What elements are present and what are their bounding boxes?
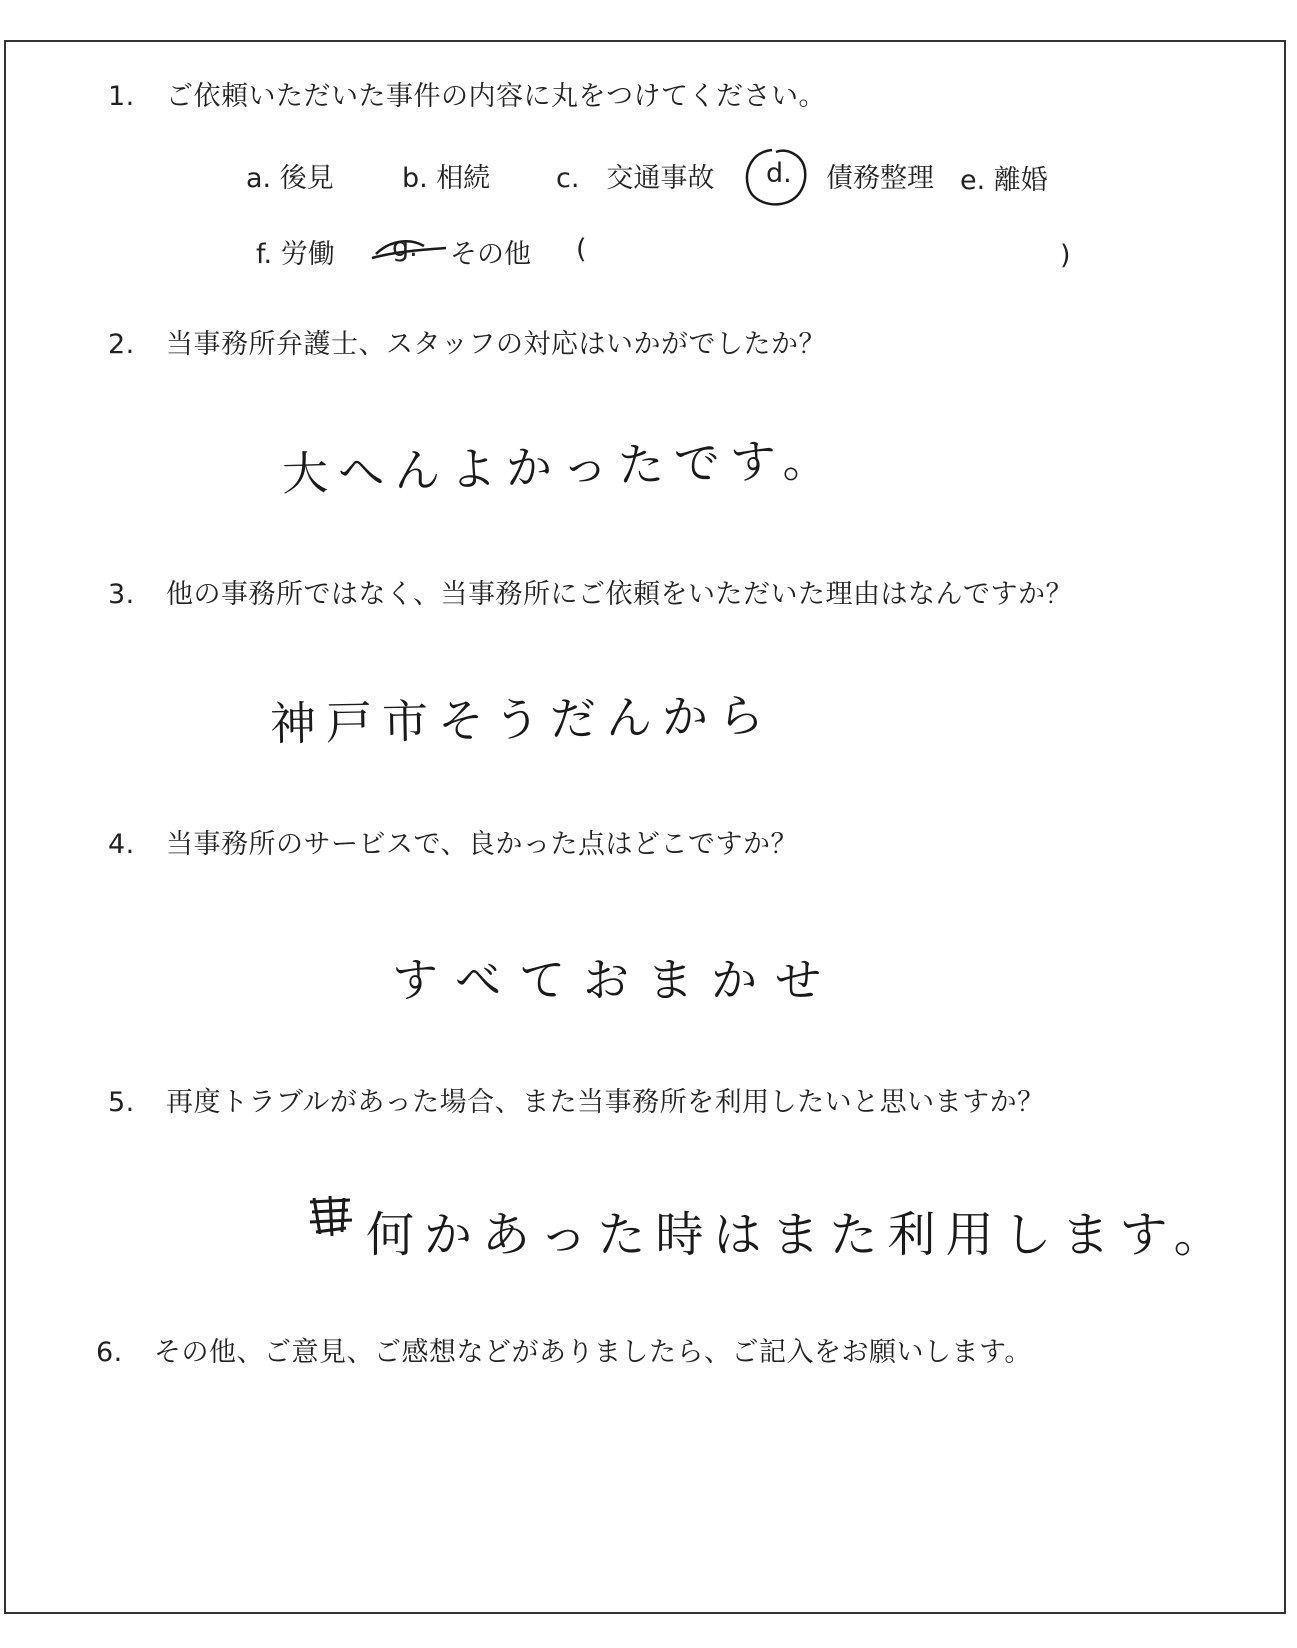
option-b[interactable]: b. 相続 bbox=[402, 163, 491, 194]
question-5 bbox=[108, 1080, 1045, 1119]
option-d-label: 債務整理 bbox=[826, 163, 934, 194]
option-e[interactable]: e. 離婚 bbox=[960, 165, 1048, 196]
answer-q4-handwriting: すべておまかせ bbox=[392, 953, 840, 1007]
answer-q5-handwriting: 何かあった時はまた利用します。 bbox=[366, 1207, 1232, 1263]
question-text: 当事務所弁護士、スタッフの対応はいかがでしたか？ bbox=[166, 329, 826, 360]
question-2 bbox=[108, 322, 826, 361]
answer-q3-handwriting: 神戸市そうだんから bbox=[269, 688, 775, 751]
option-d[interactable]: d. bbox=[766, 158, 792, 189]
question-text: その他、ご意見、ご感想などがありましたら、ご記入をお願いします。 bbox=[154, 1337, 1032, 1368]
option-c[interactable]: c. 交通事故 bbox=[556, 163, 715, 194]
question-number: 3. bbox=[108, 579, 135, 610]
option-g-label: その他 bbox=[450, 239, 531, 270]
answer-q2-handwriting: 大へんよかったです。 bbox=[281, 432, 839, 501]
question-text: 当事務所のサービスで、良かった点はどこですか？ bbox=[166, 829, 798, 860]
question-text: ご依頼いただいた事件の内容に丸をつけてください。 bbox=[166, 81, 826, 112]
question-number: 5. bbox=[108, 1087, 135, 1118]
question-number: 2. bbox=[108, 329, 135, 360]
question-text: 再度トラブルがあった場合、また当事務所を利用したいと思いますか？ bbox=[166, 1087, 1045, 1118]
question-number: 6. bbox=[96, 1337, 123, 1368]
other-open-paren: ( bbox=[576, 234, 587, 265]
question-number: 1. bbox=[108, 81, 135, 112]
question-6 bbox=[96, 1330, 1032, 1369]
option-g-strike-mark bbox=[370, 232, 450, 278]
question-4 bbox=[108, 822, 798, 861]
question-3 bbox=[108, 572, 1073, 611]
question-number: 4. bbox=[108, 829, 135, 860]
question-1 bbox=[108, 74, 826, 113]
scribble-mark bbox=[306, 1192, 356, 1238]
other-close-paren: ) bbox=[1060, 240, 1071, 271]
question-text: 他の事務所ではなく、当事務所にご依頼をいただいた理由はなんですか？ bbox=[166, 579, 1073, 610]
option-d-circle-mark bbox=[742, 146, 812, 210]
option-g[interactable]: g. bbox=[392, 232, 418, 263]
option-f[interactable]: f. 労働 bbox=[256, 239, 335, 270]
option-a[interactable]: a. 後見 bbox=[246, 163, 334, 194]
